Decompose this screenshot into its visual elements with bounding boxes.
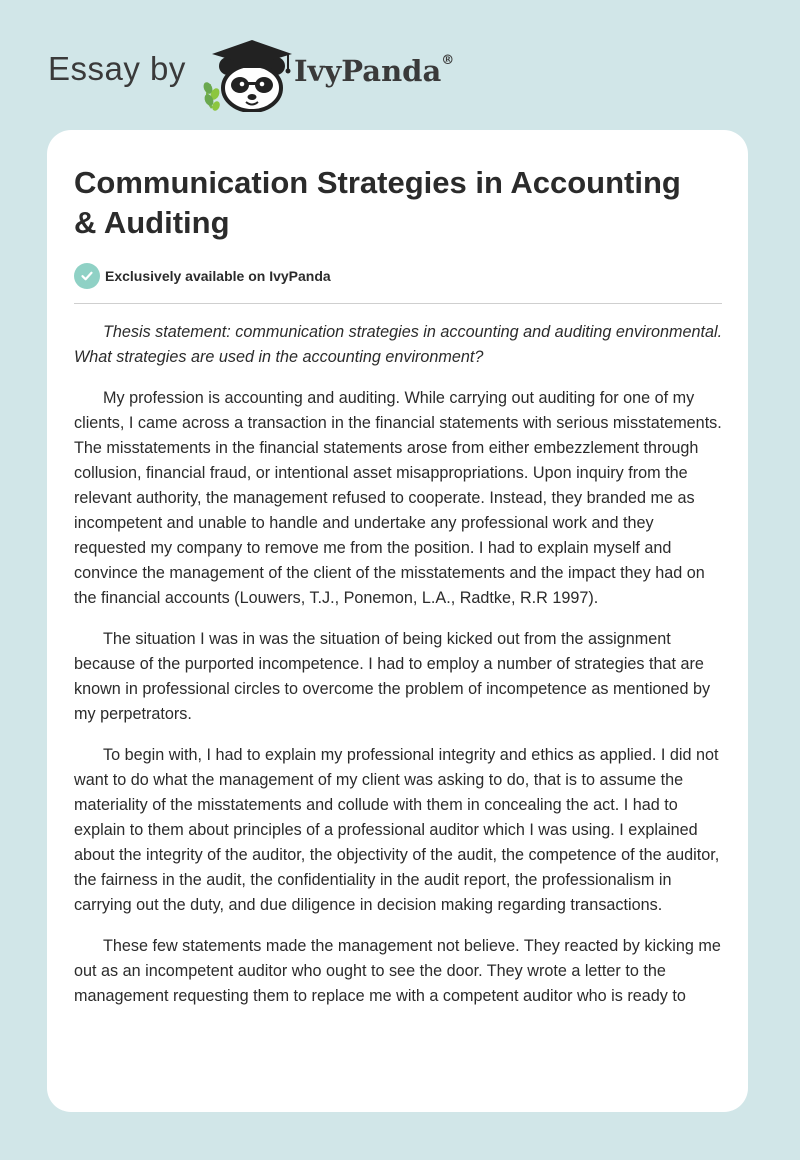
site-header — [48, 36, 508, 108]
essay-card — [47, 130, 748, 1112]
registered-mark: ® — [441, 53, 455, 69]
paragraph: To begin with, I had to explain my professional integrity and ethics as applied. I did not want to do what the management of my client was asking to do, that is to assume the materiality of the misstatements and collude with them in concealing the act. I had to explain to them about principles of a professional auditor which I was using. I explained about the integrity of the auditor, the objectivity of the audit, the competence of the auditor, the fairness in the audit, the confidentiality in the audit report, the professionalism in carrying out the duty, and due diligence in decision making regarding transactions. — [74, 746, 720, 914]
page-title: Communication Strategies in Accounting & Auditing — [74, 165, 681, 240]
essay-body — [74, 320, 728, 1025]
paragraph: These few statements made the management not believe. They reacted by kicking me out as an incompetent auditor who ought to see the door. They wrote a letter to the management requesting them to replace me with a competent auditor who is ready to — [74, 937, 721, 1005]
brand-label: IvyPanda — [294, 54, 442, 88]
thesis-paragraph: Thesis statement: communication strategies in accounting and auditing environmental. What strategies are used in the accounting environment? — [74, 323, 723, 366]
essay-by-label: Essay by — [48, 50, 186, 87]
exclusive-label: Exclusively available on IvyPanda — [105, 268, 331, 284]
check-circle-icon — [74, 263, 100, 289]
exclusive-badge — [74, 263, 331, 289]
paragraph: My profession is accounting and auditing. While carrying out auditing for one of my clients, I came across a transaction in the financial statements with serious misstatements. The misstatements in the financial statements arose from either embezzlement through collusion, financial fraud, or intentional asset misappropriations. Upon inquiry from the relevant authority, the management refused to cooperate. Instead, they branded me as incompetent and unable to handle and undertake any professional work and they requested my company to remove me from the position. I had to explain myself and convince the management of the client of the misstatements and the impact they had on the financial accounts (Louwers, T.J., Ponemon, L.A., Radtke, R.R 1997). — [74, 389, 722, 607]
panda-graduate-logo[interactable] — [202, 36, 302, 112]
brand-name[interactable] — [294, 54, 454, 88]
divider — [74, 303, 722, 304]
paragraph: The situation I was in was the situation of being kicked out from the assignment because of the purported incompetence. I had to employ a number of strategies that are known in professional circles to overcome the problem of incompetence as mentioned by my perpetrators. — [74, 630, 711, 723]
